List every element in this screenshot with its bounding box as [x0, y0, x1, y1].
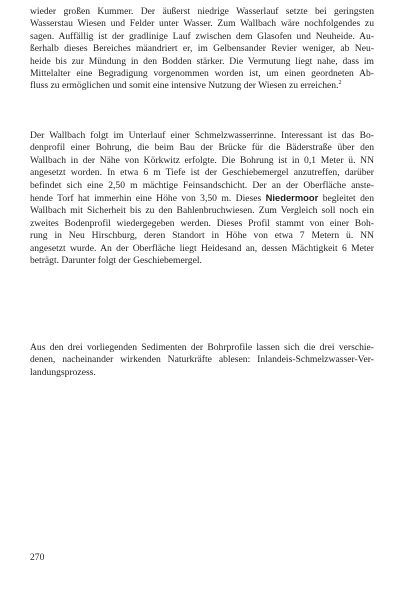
text-line: angesetzt worden. In etwa 6 m Tiefe ist der Geschiebemergel anzutreffen, darüber [30, 167, 374, 179]
highlighted-term: Niedermoor [265, 192, 319, 204]
text-line: heide bis zur Mündung in den Bodden stärker. Die Vermutung liegt nahe, dass im [30, 55, 374, 67]
paragraph-1 [30, 6, 374, 93]
text-line: zweites Bodenprofil wiedergegeben werden. Dieses Profil stammt von einer Boh- [30, 217, 374, 229]
text-line: Wasserstau Wiesen und Felder unter Wasser. Zum Wallbach wäre nochfolgendes zu [30, 18, 374, 30]
page-number: 270 [30, 552, 45, 563]
text-line-suffix: begleitet den [318, 193, 374, 205]
text-line: beträgt. Darunter folgt der Geschiebemergel. [30, 255, 202, 267]
text-line: Mittelalter eine Begradigung vorgenommen worden ist, um einen geordneten Ab- [30, 68, 374, 80]
text-line: Wallbach in der Nähe von Körkwitz erfolgte. Die Bohrung ist in 0,1 Meter ü. NN [30, 154, 374, 166]
text-line: Aus den drei vorliegenden Sedimenten der Bohrprofile lassen sich die drei verschie- [30, 342, 374, 353]
text-line-prefix: hende Torf hat immerhin eine Höhe von 3,50 m. Dieses [30, 193, 266, 205]
text-line: sagen. Auffällig ist der gradlinige Lauf zwischen dem Glasofen und Neuheide. Au- [30, 30, 374, 42]
paragraph-2 [30, 130, 374, 267]
paragraph-3 [30, 342, 374, 379]
text-line: wieder großen Kummer. Der äußerst niedrige Wasserlauf setzte bei geringsten [30, 6, 374, 17]
text-line: denen, nacheinander wirkenden Naturkräfte ablesen: Inlandeis-Schmelzwasser-Ver- [30, 354, 374, 366]
text-line [30, 80, 374, 92]
text-line [30, 192, 374, 205]
text-line-content: fluss zu ermöglichen und somit eine intensive Nutzung der Wiesen zu erreichen. [30, 80, 339, 92]
text-line: angesetzt wurde. An der Oberfläche liegt Heidesand an, dessen Mächtigkeit 6 Meter [30, 242, 374, 254]
footnote-marker: 2 [338, 80, 342, 87]
text-line: Wallbach mit Sicherheit bis zu den Bahlenbruchwiesen. Zum Vergleich soll noch ein [30, 205, 374, 217]
text-line: ßerhalb dieses Bereiches mäandriert er, im Gelbensander Revier weniger, ab Neu- [30, 43, 374, 55]
text-line: landungsprozess. [30, 366, 96, 378]
text-line: rung in Neu Hirschburg, deren Standort in Höhe von etwa 7 Metern ü. NN [30, 230, 374, 242]
text-line: Der Wallbach folgt im Unterlauf einer Schmelzwasserrinne. Interessant ist das Bo- [30, 130, 374, 141]
text-line: denprofil einer Bohrung, die beim Bau der Brücke für die Bäderstraße über den [30, 142, 374, 154]
text-line: befindet sich eine 2,50 m mächtige Feinsandschicht. Der an der Oberfläche anste- [30, 179, 374, 191]
